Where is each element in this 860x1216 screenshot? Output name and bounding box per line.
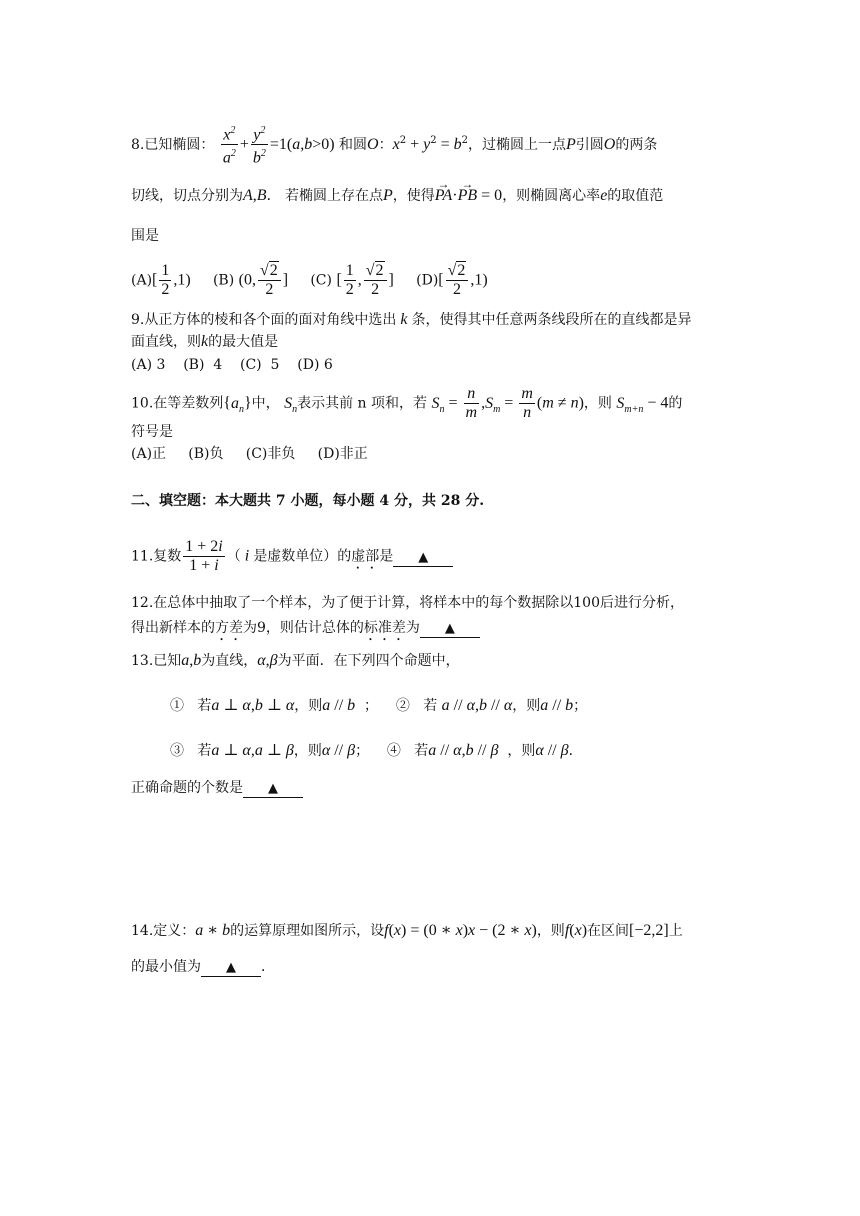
q13-line1: 13.已知a,b为直线，α,β为平面．在下列四个命题中， — [131, 652, 460, 669]
q8-line3: 围是 — [131, 228, 159, 244]
q8-option-b: (B) — [212, 272, 235, 289]
q14-answer-blank[interactable]: ▲ — [201, 959, 261, 977]
q11-line: 11.复数 $\frac{1 + 2i}{1 + i}$ （ i 是虚数单位）的虚部是 ▲ — [131, 538, 453, 575]
q10-options: (A)正 (B)负 (C)非负 (D)非正 — [131, 446, 368, 462]
q12-answer-blank[interactable]: ▲ — [420, 620, 480, 638]
q10-line1: 10.在等差数列$\{a_n\}$中， $S_n$表示其前 n 项和，若 $S_n$ = $\frac{n}{m}$ $,S_m$ = $\frac{m}{n}$ (m ≠ n)，则 $S_{m+n} - 4$的 — [131, 385, 683, 421]
q8-option-a: (A) — [131, 272, 153, 289]
q14-line1: 14.定义：a ∗ b的运算原理如图所示，设f(x) = (0 ∗ x)x − (2 ∗ x)，则f(x)在区间[−2,2]上 — [131, 922, 683, 939]
q8-option-c: (C) — [310, 272, 332, 289]
q8-option-d: (D) — [416, 272, 439, 289]
q13-props-row1: ① 若a ⊥ α,b ⊥ α，则a // b ； ② 若 a // α,b // α，则a // b； — [170, 697, 588, 714]
section2-title: 二、填空题：本大题共 7 小题，每小题 4 分，共 28 分. — [131, 493, 485, 509]
q14-line2: 的最小值为 ▲ ． — [131, 959, 275, 975]
q10-line2: 符号是 — [131, 424, 173, 440]
ellipse-frac-y: $\frac{y^2}{b^2}$ — [251, 122, 268, 168]
q9-line1: 9.从正方体的棱和各个面的面对角线中选出 k 条，使得其中任意两条线段所在的直线都是异 — [131, 311, 692, 328]
ellipse-frac-x: $\frac{x^2}{a^2}$ — [221, 122, 238, 168]
q8-line2: 切线，切点分别为A,B． 若椭圆上存在点P，使得→ PA·→ PB = 0，则椭圆离心率e的取值范 — [131, 186, 663, 206]
q13-props-row2: ③ 若a ⊥ α,a ⊥ β，则α // β； ④ 若a // α,b // β ，则α // β． — [170, 742, 583, 759]
q11-answer-blank[interactable]: ▲ — [393, 549, 453, 567]
q12-line1: 12.在总体中抽取了一个样本，为了便于计算，将样本中的每个数据除以100后进行分析， — [131, 595, 684, 611]
q8-prefix: 8.已知椭圆： — [131, 136, 215, 153]
q8-options: (A)[ $\frac{1}{2}$ ,1) (B) (0, $\frac{√2}{2}$ ] (C) [ $\frac{1}{2}$ , $\frac{√2}{2}$ ] (D)[ $\frac{√2}{2}$ ,1) — [131, 262, 488, 298]
q12-line2: 得出新样本的方差为9，则估计总体的标准差为 ▲ — [131, 618, 480, 644]
q13-answer-blank[interactable]: ▲ — [243, 780, 303, 798]
q9-line2: 面直线，则k的最大值是 — [131, 333, 279, 350]
q9-options: (A) 3 (B) 4 (C) 5 (D) 6 — [131, 357, 333, 373]
q8-line1: 8.已知椭圆： $\frac{x^2}{a^2}$ + $\frac{y^2}{b^2}$ =1(a,b>0) 和圆O：$x^2 + y^2 = b^2$，过椭圆上一点P引圆O的两条 — [131, 122, 657, 168]
q13-answer-line: 正确命题的个数是 ▲ — [131, 778, 303, 798]
